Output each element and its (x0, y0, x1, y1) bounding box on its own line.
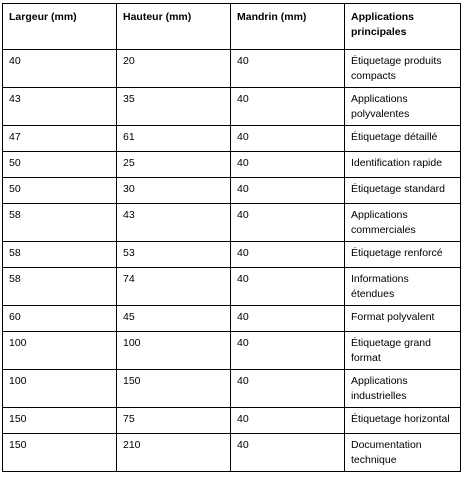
cell-core: 40 (231, 434, 345, 472)
cell-core: 40 (231, 50, 345, 88)
cell-height: 35 (117, 88, 231, 126)
table-row (3, 242, 461, 268)
cell-core: 40 (231, 88, 345, 126)
cell-core: 40 (231, 242, 345, 268)
cell-application: Étiquetage renforcé (345, 242, 461, 268)
table-row (3, 268, 461, 306)
header-core: Mandrin (mm) (231, 4, 345, 50)
cell-width: 100 (3, 370, 117, 408)
cell-height: 100 (117, 332, 231, 370)
header-applications: Applications principales (345, 4, 461, 50)
cell-application: Applications polyvalentes (345, 88, 461, 126)
cell-core: 40 (231, 178, 345, 204)
cell-width: 47 (3, 126, 117, 152)
table-row (3, 434, 461, 472)
cell-application: Étiquetage grand format (345, 332, 461, 370)
cell-core: 40 (231, 152, 345, 178)
cell-application: Étiquetage détaillé (345, 126, 461, 152)
cell-height: 210 (117, 434, 231, 472)
cell-application: Identification rapide (345, 152, 461, 178)
table-header-row (3, 4, 461, 50)
table-row (3, 204, 461, 242)
cell-width: 50 (3, 178, 117, 204)
cell-width: 60 (3, 306, 117, 332)
label-size-table (2, 3, 461, 472)
cell-height: 30 (117, 178, 231, 204)
cell-height: 61 (117, 126, 231, 152)
cell-height: 150 (117, 370, 231, 408)
table-row (3, 178, 461, 204)
cell-application: Étiquetage standard (345, 178, 461, 204)
cell-height: 43 (117, 204, 231, 242)
cell-core: 40 (231, 370, 345, 408)
cell-application: Informations étendues (345, 268, 461, 306)
cell-height: 75 (117, 408, 231, 434)
table-row (3, 50, 461, 88)
cell-height: 74 (117, 268, 231, 306)
cell-width: 150 (3, 408, 117, 434)
cell-core: 40 (231, 268, 345, 306)
table-row (3, 332, 461, 370)
cell-application: Étiquetage horizontal (345, 408, 461, 434)
cell-application: Documentation technique (345, 434, 461, 472)
header-width: Largeur (mm) (3, 4, 117, 50)
cell-height: 25 (117, 152, 231, 178)
cell-application: Format polyvalent (345, 306, 461, 332)
cell-core: 40 (231, 204, 345, 242)
table-row (3, 408, 461, 434)
cell-core: 40 (231, 126, 345, 152)
cell-height: 20 (117, 50, 231, 88)
cell-core: 40 (231, 332, 345, 370)
cell-application: Étiquetage produits compacts (345, 50, 461, 88)
cell-width: 40 (3, 50, 117, 88)
cell-width: 50 (3, 152, 117, 178)
cell-width: 58 (3, 268, 117, 306)
cell-application: Applications commerciales (345, 204, 461, 242)
cell-height: 53 (117, 242, 231, 268)
cell-application: Applications industrielles (345, 370, 461, 408)
table-row (3, 126, 461, 152)
table-row (3, 152, 461, 178)
cell-width: 58 (3, 204, 117, 242)
cell-core: 40 (231, 306, 345, 332)
cell-height: 45 (117, 306, 231, 332)
table-row (3, 306, 461, 332)
table-row (3, 370, 461, 408)
cell-width: 150 (3, 434, 117, 472)
table-row (3, 88, 461, 126)
cell-width: 58 (3, 242, 117, 268)
cell-core: 40 (231, 408, 345, 434)
cell-width: 43 (3, 88, 117, 126)
cell-width: 100 (3, 332, 117, 370)
header-height: Hauteur (mm) (117, 4, 231, 50)
